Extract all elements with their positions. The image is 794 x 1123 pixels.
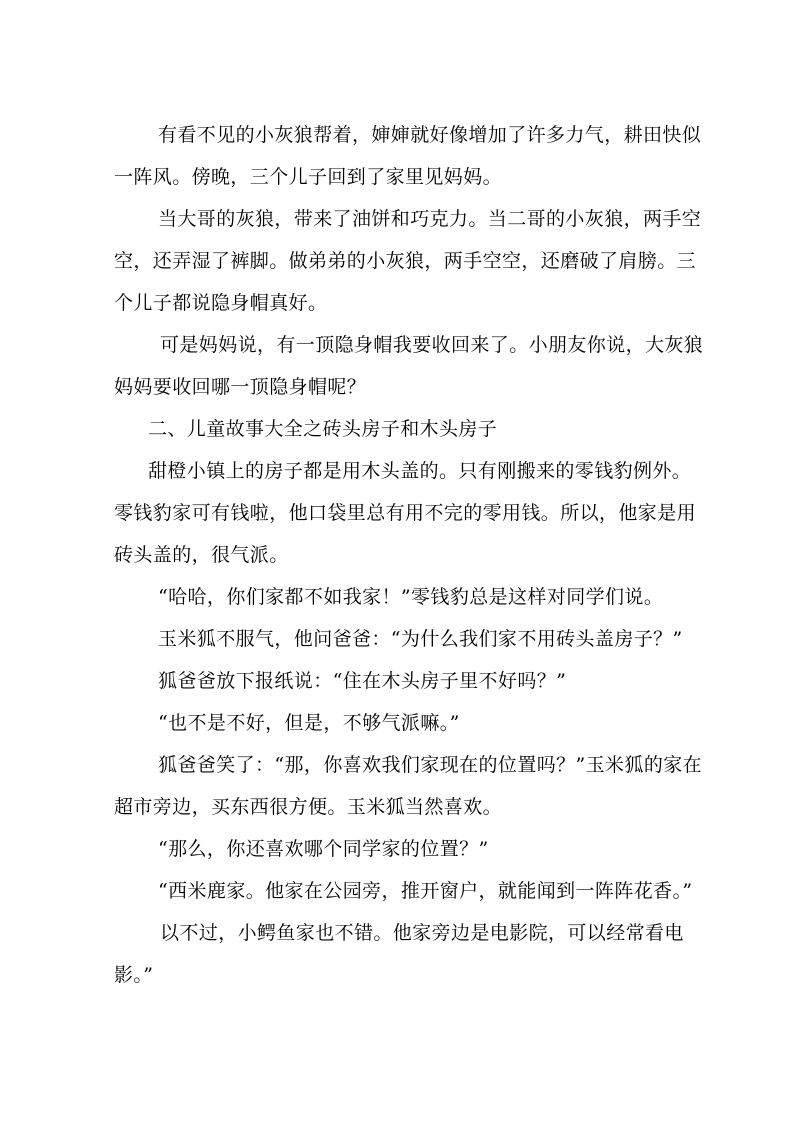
text-line: 狐爸爸放下报纸说：“住在木头房子里不好吗？” <box>158 670 567 692</box>
text-line: “西米鹿家。他家在公园旁，推开窗户，就能闻到一阵阵花香。” <box>158 880 693 902</box>
paragraph-crocodile-house <box>114 912 688 996</box>
text-line: 当大哥的灰狼，带来了油饼和巧克力。当二哥的小灰狼，两手空 <box>158 208 702 230</box>
text-line: 甜橙小镇上的房子都是用木头盖的。只有刚搬来的零钱豹例外。 <box>148 460 692 482</box>
text-line: 个儿子都说隐身帽真好。 <box>114 292 328 314</box>
paragraph-three-brothers <box>114 198 702 324</box>
text-line: 有看不见的小灰狼帮着，婶婶就好像增加了许多力气，耕田快似 <box>158 124 702 146</box>
text-line: 影。” <box>114 964 154 986</box>
text-line: 空，还弄湿了裤脚。做弟弟的小灰狼，两手空空，还磨破了肩膀。三 <box>114 250 697 272</box>
text-line: 妈妈要收回哪一顶隐身帽呢？ <box>114 376 367 398</box>
text-line: 超市旁边，买东西很方便。玉米狐当然喜欢。 <box>114 796 503 818</box>
text-line: 一阵风。傍晚，三个儿子回到了家里见妈妈。 <box>114 166 503 188</box>
paragraph-orange-town <box>114 450 697 576</box>
paragraph-hui-lang-helping <box>114 114 702 198</box>
paragraph-deer-house <box>114 870 693 912</box>
text-line: “也不是不好，但是，不够气派嘛。” <box>158 712 460 734</box>
text-line: 玉米狐不服气，他问爸爸：“为什么我们家不用砖头盖房子？” <box>158 628 683 650</box>
paragraph-father-laughs <box>114 744 703 828</box>
text-line: 狐爸爸笑了：“那，你喜欢我们家现在的位置吗？”玉米狐的家在 <box>158 754 703 776</box>
paragraph-father-reply <box>114 660 688 702</box>
paragraph-leopard-boast <box>114 576 688 618</box>
paragraph-fox-asks <box>114 618 688 660</box>
paragraph-which-classmate <box>114 828 688 870</box>
text-line: “那么，你还喜欢哪个同学家的位置？” <box>158 838 489 860</box>
text-line: “哈哈，你们家都不如我家！”零钱豹总是这样对同学们说。 <box>158 586 664 608</box>
text-line: 可是妈妈说，有一顶隐身帽我要收回来了。小朋友你说，大灰狼 <box>160 334 704 356</box>
text-line: 零钱豹家可有钱啦，他口袋里总有用不完的零用钱。所以，他家是用 <box>114 502 697 524</box>
text-line: 以不过，小鳄鱼家也不错。他家旁边是电影院，可以经常看电 <box>160 922 684 944</box>
text-line: 砖头盖的，很气派。 <box>114 544 289 566</box>
paragraph-not-grand <box>114 702 688 744</box>
paragraph-mother-question <box>114 324 704 408</box>
heading-text: 二、儿童故事大全之砖头房子和木头房子 <box>148 418 498 440</box>
section-heading <box>114 408 688 450</box>
